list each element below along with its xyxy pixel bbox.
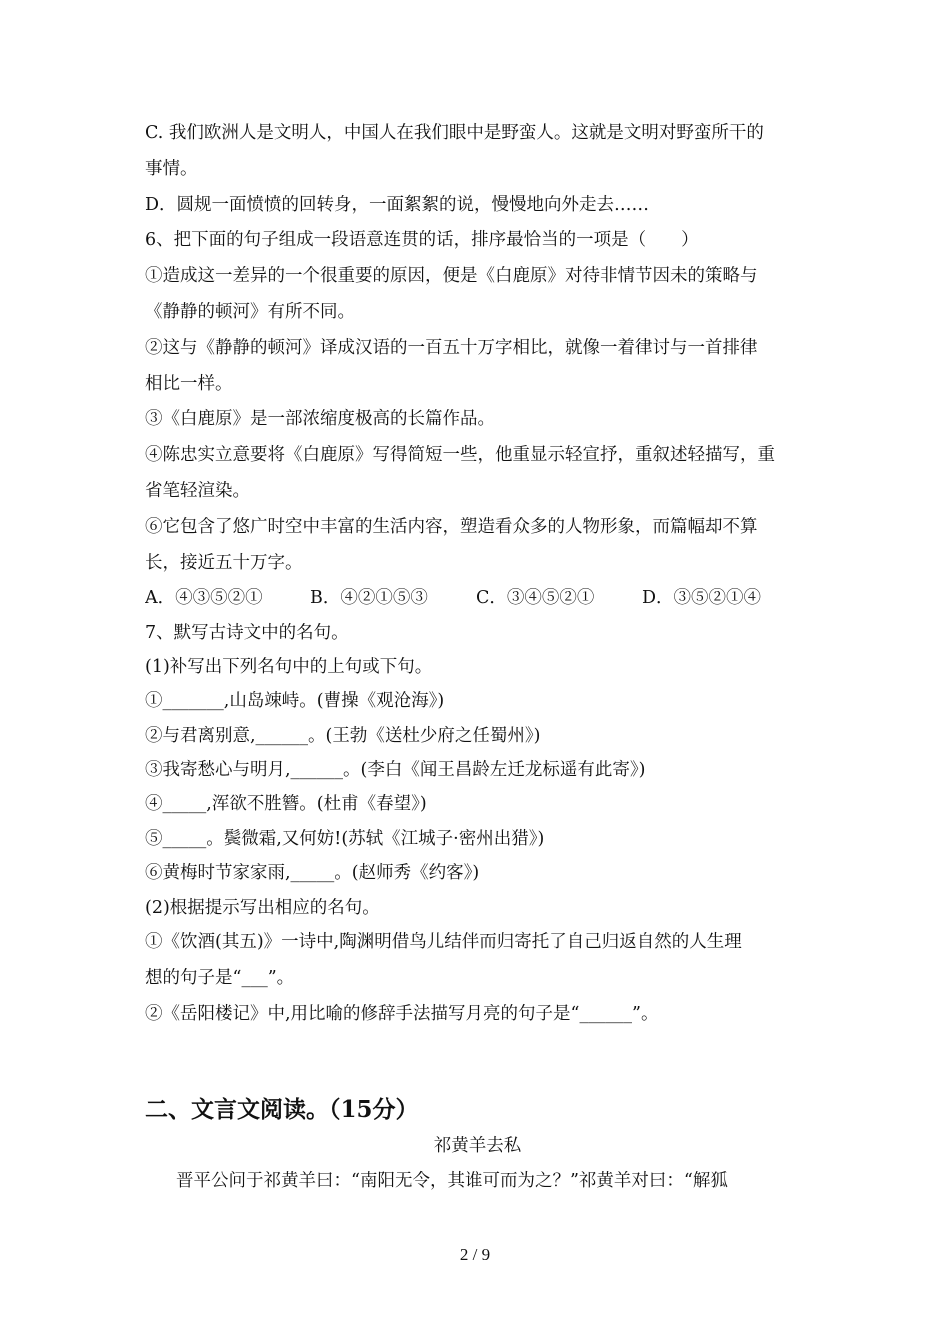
section-2-heading: 二、文言文阅读。（15分） (145, 1096, 419, 1123)
question-6-sentence-2-line-2: 相比一样。 (145, 374, 233, 394)
question-7-part-2-item-1-line-2: 想的句子是“___”。 (145, 968, 295, 988)
passage-first-line: 晋平公问于祁黄羊曰：“南阳无令，其谁可而为之？”祁黄羊对曰：“解狐 (176, 1171, 728, 1191)
question-7-stem: 7、默写古诗文中的名句。 (145, 623, 349, 643)
question-6-options (145, 586, 810, 610)
question-7-part-1-item-4: ④_____,浑欲不胜簪。(杜甫《春望》) (145, 794, 427, 814)
question-6-option-d: D．③⑤②①④ (642, 588, 762, 608)
question-7-part-2-title: (2)根据提示写出相应的名句。 (145, 898, 380, 918)
question-5-option-c-line-2: 事情。 (145, 159, 198, 179)
question-6-option-b: B．④②①⑤③ (310, 588, 428, 608)
question-7-part-1-item-5: ⑤_____。鬓微霜,又何妨!(苏轼《江城子·密州出猎》) (145, 829, 545, 849)
question-6-sentence-1-line-1: ①造成这一差异的一个很重要的原因，便是《白鹿原》对待非情节因未的策略与 (145, 266, 758, 286)
question-6-stem: 6、把下面的句子组成一段语意连贯的话，排序最恰当的一项是（ ） (145, 230, 699, 250)
question-6-option-c: C．③④⑤②① (476, 588, 595, 608)
question-7-part-1-item-1: ①_______,山岛竦峙。(曹操《观沧海》) (145, 691, 445, 711)
question-7-part-1-item-3: ③我寄愁心与明月,______。(李白《闻王昌龄左迁龙标遥有此寄》) (145, 760, 646, 780)
question-6-sentence-6-line-2: 长，接近五十万字。 (145, 553, 303, 573)
page-number: 2 / 9 (459, 1245, 491, 1264)
question-6-sentence-4-line-1: ④陈忠实立意要将《白鹿原》写得简短一些，他重显示轻宣抒，重叙述轻描写，重 (145, 445, 775, 465)
question-7-part-1-item-2: ②与君离别意,______。(王勃《送杜少府之任蜀州》) (145, 726, 541, 746)
question-6-sentence-3: ③《白鹿原》是一部浓缩度极高的长篇作品。 (145, 409, 495, 429)
question-6-option-a: A．④③⑤②① (145, 588, 263, 608)
question-5-option-d: D．圆规一面愤愤的回转身，一面絮絮的说，慢慢地向外走去…… (145, 195, 650, 215)
question-6-sentence-2-line-1: ②这与《静静的顿河》译成汉语的一百五十万字相比，就像一着律讨与一首排律 (145, 338, 758, 358)
question-6-sentence-4-line-2: 省笔轻渲染。 (145, 481, 250, 501)
passage-title: 祁黄羊去私 (433, 1136, 522, 1156)
question-7-part-2-item-2: ②《岳阳楼记》中,用比喻的修辞手法描写月亮的句子是“______”。 (145, 1004, 659, 1024)
question-5-option-c-line-1: C. 我们欧洲人是文明人，中国人在我们眼中是野蛮人。这就是文明对野蛮所干的 (145, 123, 764, 143)
question-7-part-1-title: (1)补写出下列名句中的上句或下句。 (145, 657, 433, 677)
question-7-part-2-item-1-line-1: ①《饮酒(其五)》一诗中,陶渊明借鸟儿结伴而归寄托了自己归返自然的人生理 (145, 932, 742, 952)
question-6-sentence-1-line-2: 《静静的顿河》有所不同。 (145, 302, 355, 322)
question-6-sentence-6-line-1: ⑥它包含了悠广时空中丰富的生活内容，塑造看众多的人物形象，而篇幅却不算 (145, 517, 758, 537)
question-7-part-1-item-6: ⑥黄梅时节家家雨,_____。(赵师秀《约客》) (145, 863, 480, 883)
